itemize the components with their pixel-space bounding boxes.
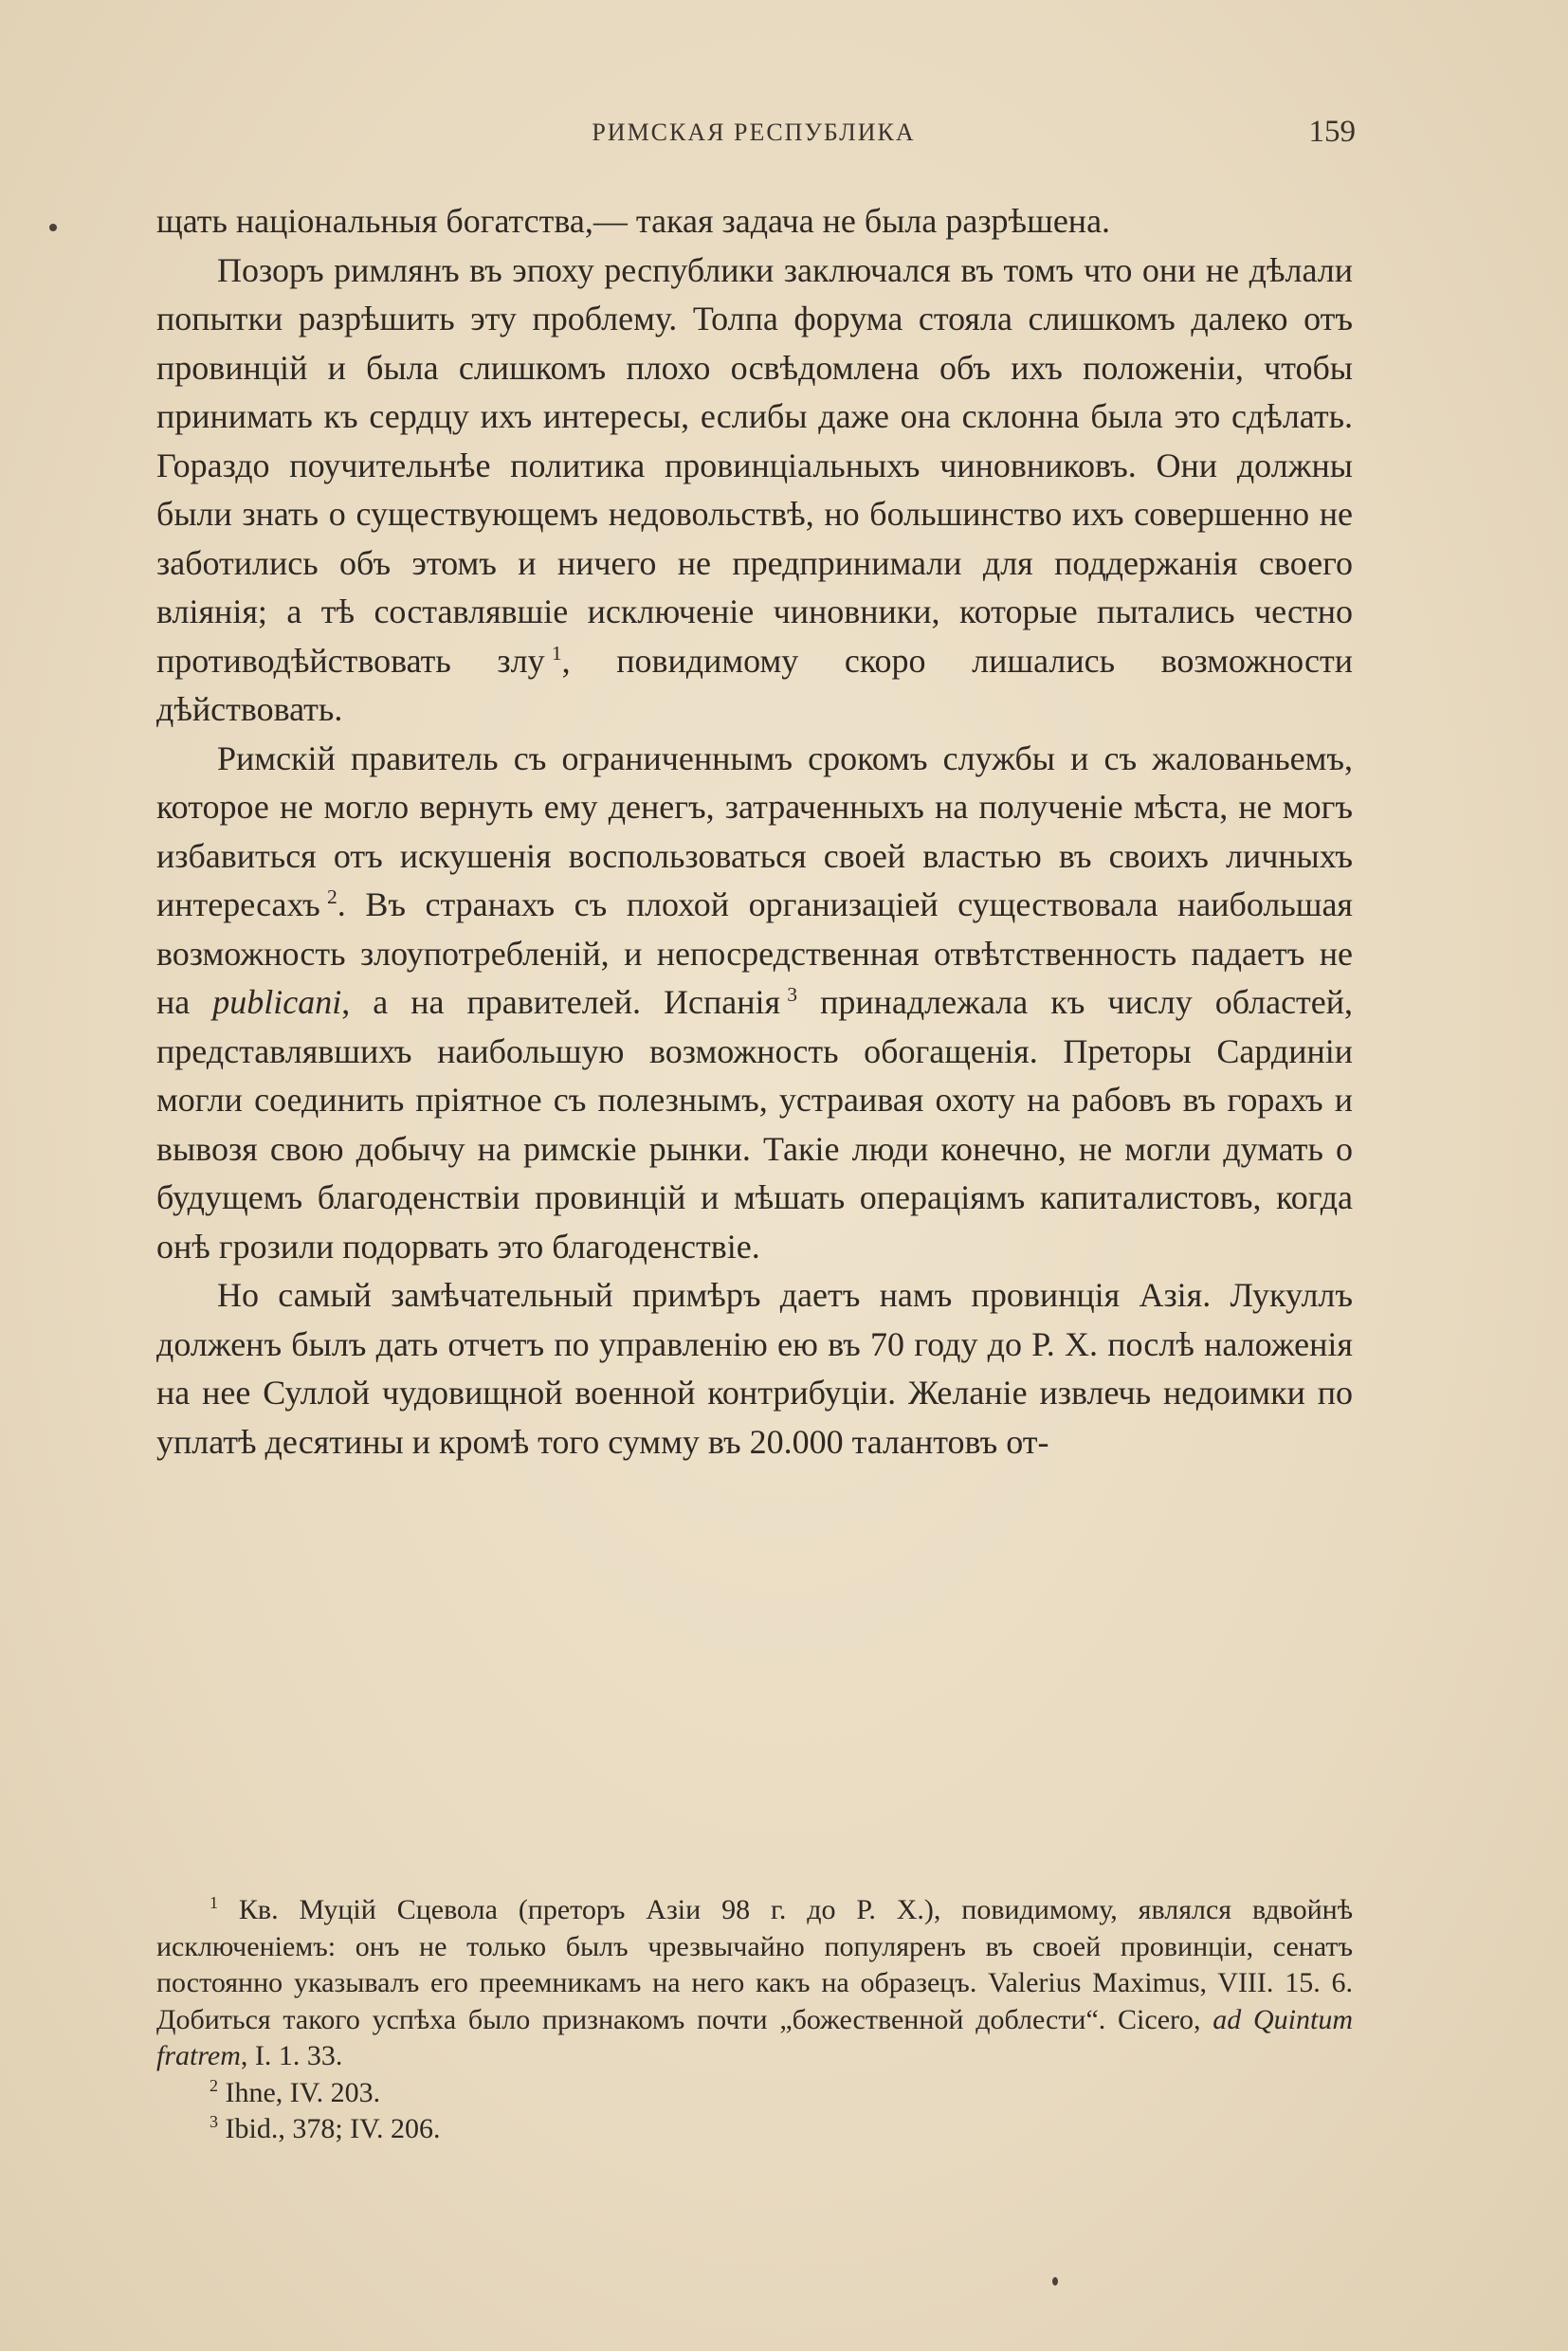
footnote-mark: 1 bbox=[210, 1893, 218, 1912]
paragraph-text: Римскій правитель съ ограниченнымъ срокомъ службы и съ жалованьемъ, которое не могло вернуть ему денегъ, затраченныхъ на полученіе мѣста, не могъ избавиться отъ искушенія воспользоваться своей властью въ своихъ личныхъ интересахъ bbox=[156, 738, 1353, 923]
paragraph bbox=[156, 735, 1353, 1272]
page-number: 159 bbox=[1308, 115, 1356, 149]
footnotes bbox=[156, 1892, 1353, 2148]
footnote-text: Ibid., 378; IV. 206. bbox=[225, 2113, 441, 2144]
footnote-2 bbox=[156, 2075, 1353, 2112]
paragraph bbox=[156, 246, 1353, 735]
paragraph-text: , повидимому скоро лишались возможности дѣйствовать. bbox=[156, 641, 1353, 728]
footnote-3 bbox=[156, 2111, 1353, 2148]
paragraph-text: щать національныя богатства,— такая задача не была разрѣшена. bbox=[156, 202, 1111, 240]
footnote-ref: 1 bbox=[551, 641, 562, 665]
paragraph-text: Позоръ римлянъ въ эпоху республики заключался въ томъ что они не дѣлали попытки разрѣшить эту проблему. Толпа форума стояла слишкомъ далеко отъ провинцій и была слишкомъ плохо освѣдомлена объ ихъ положеніи, чтобы принимать къ сердцу ихъ интересы, еслибы даже она склонна была это сдѣлать. Гораздо поучительнѣе политика провинціальныхъ чиновниковъ. Они должны были знать о существующемъ недовольствѣ, но большинство ихъ совершенно не заботились объ этомъ и ничего не предпринимали для поддержанія своего вліянія; а тѣ составлявшіе исключеніе чиновники, которые пытались честно противодѣйствовать злу bbox=[156, 250, 1353, 680]
footnote-ref: 2 bbox=[326, 885, 337, 908]
footnote-mark: 3 bbox=[210, 2112, 218, 2131]
italic-term: publicani bbox=[212, 983, 342, 1021]
paragraph bbox=[156, 1271, 1353, 1467]
italic-title: ad Quintum fratrem bbox=[156, 2003, 1354, 2071]
paragraph-text: Но самый замѣчательный примѣръ даетъ намъ провинція Азія. Лукуллъ долженъ былъ дать отчетъ по управленію ею въ 70 году до Р. Х. послѣ наложенія на нее Суллой чудовищной военной контрибуціи. Желаніе извлечь недоимки по уплатѣ десятины и кромѣ того сумму въ 20.000 талантовъ от- bbox=[156, 1276, 1353, 1461]
bottom-ink-dot bbox=[1052, 2277, 1058, 2286]
footnote-mark: 2 bbox=[210, 2075, 218, 2095]
paragraph-text: , а на правителей. Испанія bbox=[341, 983, 781, 1021]
body-text bbox=[156, 197, 1353, 1467]
footnote-text: Кв. Муцій Сцевола (преторъ Азіи 98 г. до Р. Х.), повидимому, являлся вдвойнѣ исключеніемъ: онъ не только былъ чрезвычайно популяренъ въ своей провинціи, сенатъ постоянно указывалъ его преемникамъ на него какъ на образецъ. Valerius Maximus, VIII. 15. 6. Добиться такого успѣха было признакомъ почти „божественной доблести“. Cicero, bbox=[156, 1894, 1354, 2035]
footnote-ref: 3 bbox=[787, 983, 798, 1006]
running-head bbox=[152, 115, 1356, 156]
footnote-text: , I. 1. 33. bbox=[240, 2040, 343, 2071]
paragraph-text: принадлежала къ числу областей, представлявшихъ наибольшую возможность обогащенія. Преторы Сардиніи могли соединить пріятное съ полезнымъ, устраивая охоту на рабовъ въ горахъ и вывозя свою добычу на римскіе рынки. Такіе люди конечно, не могли думать о будущемъ благоденствіи провинцій и мѣшать операціямъ капиталистовъ, когда онѣ грозили подорвать это благоденствіе. bbox=[156, 983, 1354, 1266]
running-title: РИМСКАЯ РЕСПУБЛИКА bbox=[592, 118, 916, 146]
paragraph-text: . Въ странахъ съ плохой организаціей существовала наибольшая возможность злоупотребленій, и непосредственная отвѣтственность падаетъ не на bbox=[156, 885, 1353, 1021]
margin-ink-dot bbox=[49, 224, 57, 231]
footnote-1 bbox=[156, 1892, 1353, 2075]
footnote-text: Ihne, IV. 203. bbox=[225, 2076, 381, 2108]
paragraph-continuation bbox=[156, 197, 1353, 246]
